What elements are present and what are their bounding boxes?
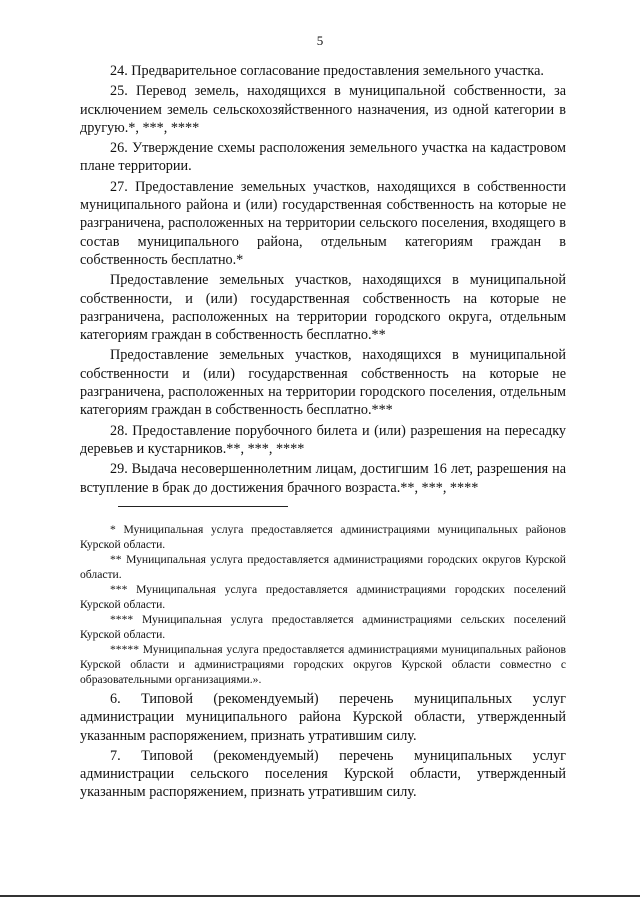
clause-6: 6. Типовой (рекомендуемый) перечень муниципальных услуг администрации муниципального района Курской области, утвержденный указанным распоряжением, признать утратившим силу.: [80, 691, 566, 744]
footnotes: [80, 522, 566, 687]
footnote-separator: [118, 506, 288, 507]
resolution-clauses: [80, 690, 566, 804]
footnote-1: * Муниципальная услуга предоставляется администрациями муниципальных районов Курской области.: [80, 523, 566, 551]
footnote-4: **** Муниципальная услуга предоставляется администрациями сельских поселений Курской области.: [80, 613, 566, 641]
page-number: 5: [316, 33, 324, 48]
footnote-3: *** Муниципальная услуга предоставляется администрациями городских поселений Курской области.: [80, 583, 566, 611]
page-bottom-edge: [0, 895, 640, 897]
list-item-27: 27. Предоставление земельных участков, находящихся в собственности муниципального района и (или) государственная собственность на которые не разграничена, расположенных на территории сельского поселения, входящего в состав муниципального района, отдельным категориям граждан в собственность бесплатно.*: [80, 178, 566, 268]
clause-7: 7. Типовой (рекомендуемый) перечень муниципальных услуг администрации сельского поселения Курской области, утвержденный указанным распоряжением, признать утратившим силу.: [80, 747, 566, 801]
list-item-27-urban-settlement: Предоставление земельных участков, находящихся в муниципальной собственности и (или) государственная собственность на которые не разграничена, расположенных на территории городского поселения, отдельным категориям граждан в собственность бесплатно.***: [80, 347, 566, 419]
list-item-26: 26. Утверждение схемы расположения земельного участка на кадастровом плане территории.: [80, 140, 566, 175]
list-item-28: 28. Предоставление порубочного билета и (или) разрешения на пересадку деревьев и кустарников.**, ***, ****: [80, 422, 566, 457]
services-list: [80, 62, 566, 499]
list-item-24: 24. Предварительное согласование предоставления земельного участка.: [110, 63, 544, 79]
list-item-25: 25. Перевод земель, находящихся в муниципальной собственности, за исключением земель сельскохозяйственного назначения, из одной категории в другую.*, ***, ****: [80, 83, 566, 136]
list-item-27-urban-district: Предоставление земельных участков, находящихся в муниципальной собственности, и (или) государственная собственность на которые не разграничена, расположенных на территории городского округа, отдельным категориям граждан в собственность бесплатно.**: [80, 272, 566, 344]
footnote-2: ** Муниципальная услуга предоставляется администрациями городских округов Курской области.: [80, 553, 566, 581]
list-item-29: 29. Выдача несовершеннолетним лицам, достигшим 16 лет, разрешения на вступление в брак до достижения брачного возраста.**, ***, ****: [80, 461, 566, 496]
footnote-5: ***** Муниципальная услуга предоставляется администрациями муниципальных районов Курской области и администрациями городских округов Курской области совместно с образовательными организациями.».: [80, 643, 566, 686]
